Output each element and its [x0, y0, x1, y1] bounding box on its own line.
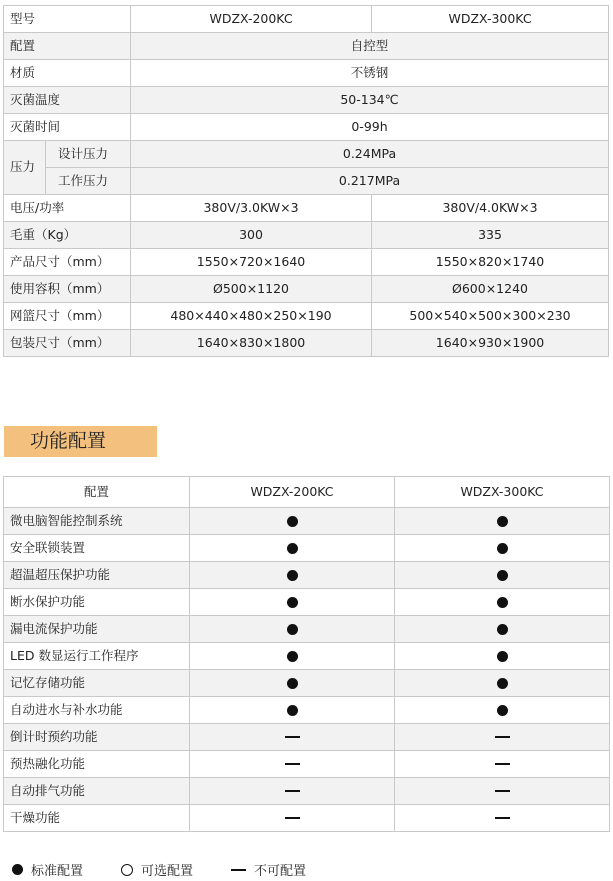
dash-icon	[285, 736, 300, 738]
function-row-m1	[190, 508, 395, 535]
pressure-label: 压力	[4, 141, 46, 195]
dash-icon	[495, 763, 510, 765]
function-row-label: 安全联锁装置	[4, 535, 190, 562]
function-row	[4, 562, 610, 589]
model-label: 型号	[4, 6, 131, 33]
function-row-m2	[395, 535, 610, 562]
legend-standard	[12, 860, 83, 879]
time-value: 0-99h	[131, 114, 609, 141]
spec-row-m2: 500×540×500×300×230	[372, 303, 609, 330]
function-row	[4, 697, 610, 724]
work-pressure-value: 0.217MPa	[131, 168, 609, 195]
function-row-m1	[190, 724, 395, 751]
function-row	[4, 724, 610, 751]
spec-row	[4, 195, 609, 222]
section-title: 功能配置	[4, 426, 157, 457]
function-row-m1	[190, 778, 395, 805]
spec-row-m2: 335	[372, 222, 609, 249]
legend	[12, 860, 344, 879]
function-row	[4, 589, 610, 616]
function-row-m2	[395, 643, 610, 670]
spec-row-m1: Ø500×1120	[131, 276, 372, 303]
spec-row	[4, 276, 609, 303]
legend-optional-label: 可选配置	[141, 864, 194, 879]
function-row-m2	[395, 589, 610, 616]
function-row-m1	[190, 643, 395, 670]
spec-row-m2: 1640×930×1900	[372, 330, 609, 357]
function-row-m2	[395, 697, 610, 724]
spec-row-m2: 380V/4.0KW×3	[372, 195, 609, 222]
dash-icon	[231, 869, 246, 871]
function-row	[4, 508, 610, 535]
function-table	[3, 476, 610, 832]
material-label: 材质	[4, 60, 131, 87]
dash-icon	[495, 790, 510, 792]
function-row-m1	[190, 697, 395, 724]
spec-row-label: 电压/功率	[4, 195, 131, 222]
spec-row	[4, 222, 609, 249]
spec-pressure-work-row	[4, 168, 609, 195]
function-row-label: 自动进水与补水功能	[4, 697, 190, 724]
config-label: 配置	[4, 33, 131, 60]
function-row-label: 预热融化功能	[4, 751, 190, 778]
spec-row-m1: 1640×830×1800	[131, 330, 372, 357]
dash-icon	[495, 817, 510, 819]
function-row	[4, 535, 610, 562]
time-label: 灭菌时间	[4, 114, 131, 141]
filled-circle-icon	[287, 570, 298, 581]
spec-row	[4, 303, 609, 330]
hollow-circle-icon	[121, 864, 133, 876]
function-row-label: 超温超压保护功能	[4, 562, 190, 589]
filled-circle-icon	[497, 624, 508, 635]
temp-value: 50-134℃	[131, 87, 609, 114]
dash-icon	[495, 736, 510, 738]
spec-row-label: 毛重（Kg）	[4, 222, 131, 249]
config-value: 自控型	[131, 33, 609, 60]
function-row-m1	[190, 589, 395, 616]
spec-row-label: 网篮尺寸（mm）	[4, 303, 131, 330]
function-row-label: 自动排气功能	[4, 778, 190, 805]
function-row-m1	[190, 562, 395, 589]
spec-config-row	[4, 33, 609, 60]
model-2: WDZX-300KC	[372, 6, 609, 33]
spec-material-row	[4, 60, 609, 87]
function-row-m1	[190, 670, 395, 697]
function-row-label: LED 数显运行工作程序	[4, 643, 190, 670]
function-row-m1	[190, 751, 395, 778]
function-row-m2	[395, 805, 610, 832]
spec-row-m2: 1550×820×1740	[372, 249, 609, 276]
function-row-m2	[395, 751, 610, 778]
function-row-label: 干燥功能	[4, 805, 190, 832]
spec-table	[3, 5, 609, 357]
legend-optional	[121, 860, 193, 879]
filled-circle-icon	[497, 705, 508, 716]
filled-circle-icon	[12, 864, 23, 875]
filled-circle-icon	[287, 624, 298, 635]
dash-icon	[285, 817, 300, 819]
spec-row	[4, 330, 609, 357]
function-row-m2	[395, 670, 610, 697]
work-pressure-label: 工作压力	[46, 168, 131, 195]
filled-circle-icon	[287, 597, 298, 608]
function-row-m2	[395, 562, 610, 589]
function-row-m2	[395, 724, 610, 751]
filled-circle-icon	[287, 651, 298, 662]
spec-row-m1: 1550×720×1640	[131, 249, 372, 276]
model-1: WDZX-200KC	[131, 6, 372, 33]
function-row-label: 微电脑智能控制系统	[4, 508, 190, 535]
function-row-m1	[190, 616, 395, 643]
filled-circle-icon	[497, 597, 508, 608]
spec-row-label: 包装尺寸（mm）	[4, 330, 131, 357]
function-row	[4, 805, 610, 832]
function-row	[4, 751, 610, 778]
filled-circle-icon	[497, 570, 508, 581]
spec-temp-row	[4, 87, 609, 114]
function-header-label: 配置	[4, 477, 190, 508]
spec-header-row	[4, 6, 609, 33]
spec-row-m1: 300	[131, 222, 372, 249]
function-row-label: 倒计时预约功能	[4, 724, 190, 751]
function-row-label: 漏电流保护功能	[4, 616, 190, 643]
filled-circle-icon	[287, 543, 298, 554]
spec-row	[4, 249, 609, 276]
design-pressure-value: 0.24MPa	[131, 141, 609, 168]
material-value: 不锈钢	[131, 60, 609, 87]
spec-row-m1: 380V/3.0KW×3	[131, 195, 372, 222]
spec-row-label: 产品尺寸（mm）	[4, 249, 131, 276]
filled-circle-icon	[497, 651, 508, 662]
filled-circle-icon	[497, 543, 508, 554]
function-row-m1	[190, 535, 395, 562]
function-row-m2	[395, 508, 610, 535]
legend-standard-label: 标准配置	[31, 864, 84, 879]
function-row-m2	[395, 616, 610, 643]
function-row	[4, 778, 610, 805]
function-row	[4, 643, 610, 670]
function-header-row	[4, 477, 610, 508]
temp-label: 灭菌温度	[4, 87, 131, 114]
design-pressure-label: 设计压力	[46, 141, 131, 168]
filled-circle-icon	[287, 705, 298, 716]
function-header-m1: WDZX-200KC	[190, 477, 395, 508]
function-header-m2: WDZX-300KC	[395, 477, 610, 508]
spec-row-m2: Ø600×1240	[372, 276, 609, 303]
spec-pressure-design-row	[4, 141, 609, 168]
filled-circle-icon	[497, 678, 508, 689]
dash-icon	[285, 790, 300, 792]
spec-time-row	[4, 114, 609, 141]
function-row-m2	[395, 778, 610, 805]
function-row-label: 断水保护功能	[4, 589, 190, 616]
spec-row-label: 使用容积（mm）	[4, 276, 131, 303]
filled-circle-icon	[287, 516, 298, 527]
legend-unavailable-label: 不可配置	[254, 864, 307, 879]
function-row	[4, 616, 610, 643]
filled-circle-icon	[287, 678, 298, 689]
spec-row-m1: 480×440×480×250×190	[131, 303, 372, 330]
legend-unavailable	[231, 860, 306, 879]
function-row	[4, 670, 610, 697]
function-row-m1	[190, 805, 395, 832]
filled-circle-icon	[497, 516, 508, 527]
function-row-label: 记忆存储功能	[4, 670, 190, 697]
dash-icon	[285, 763, 300, 765]
